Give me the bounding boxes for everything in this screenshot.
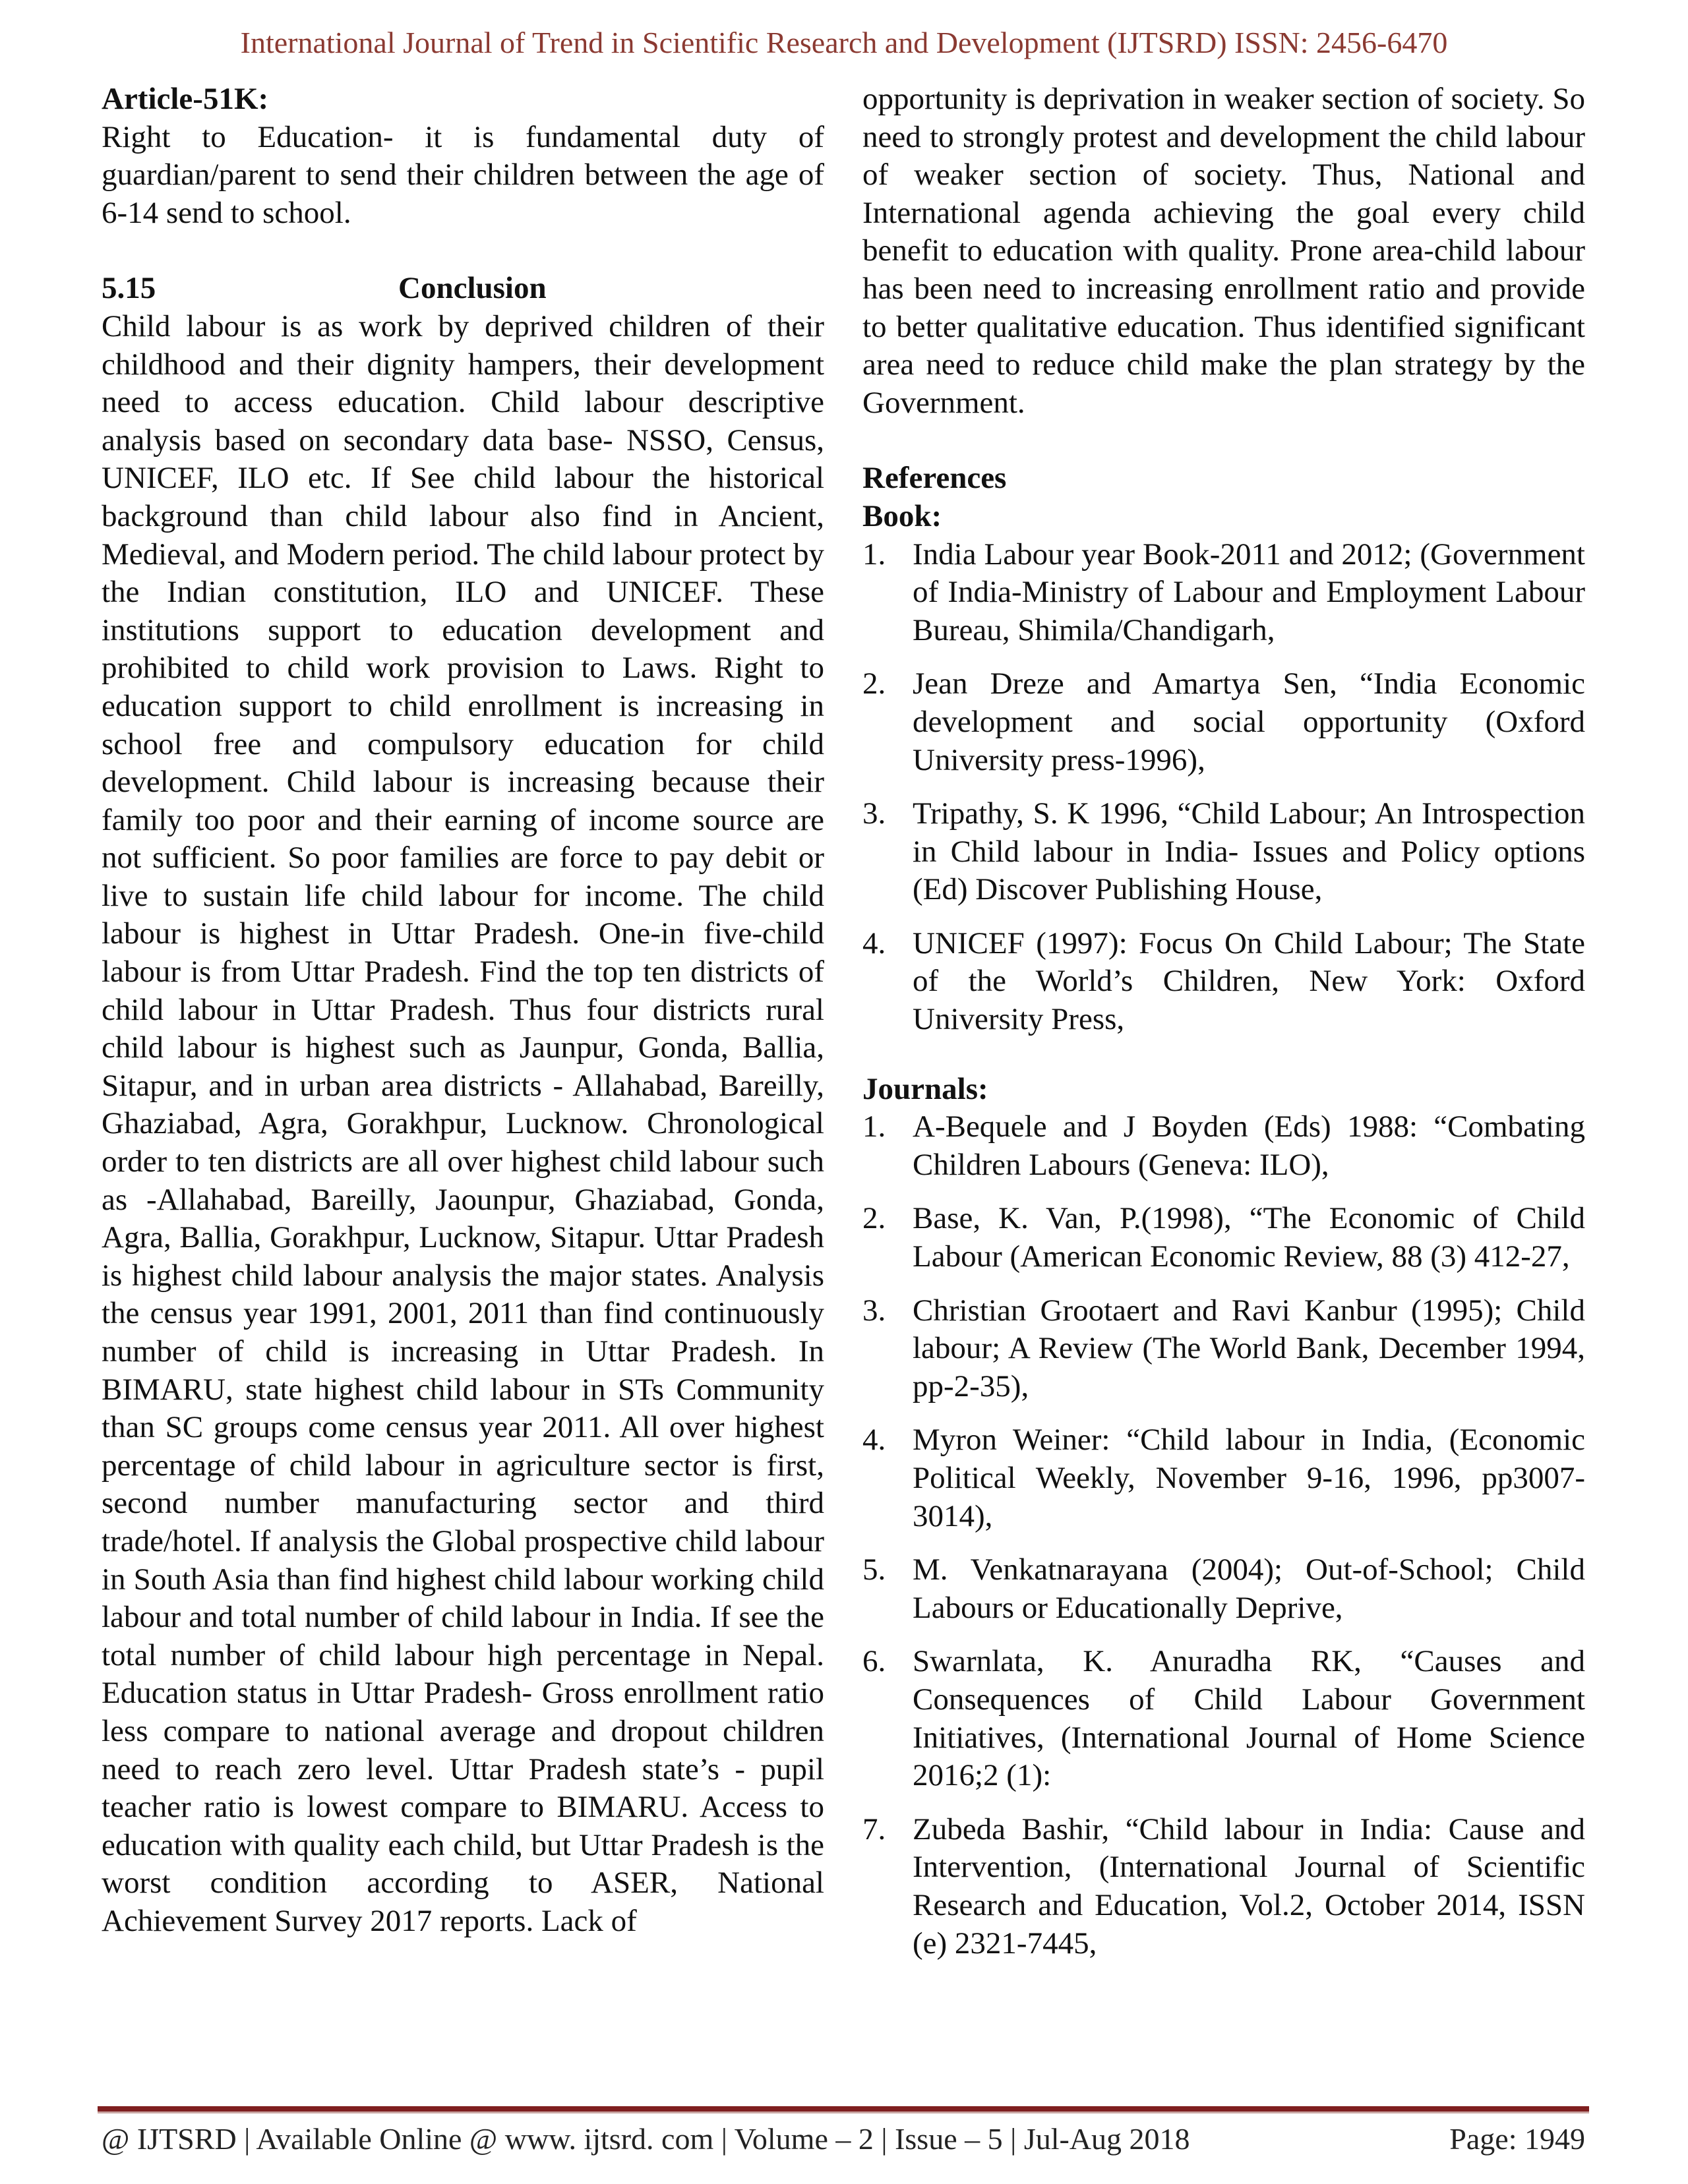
list-item — [862, 1200, 1585, 1276]
list-item — [862, 1551, 1585, 1627]
right-column — [862, 80, 1585, 1978]
ref-number: 1. — [862, 1109, 886, 1144]
list-item — [862, 536, 1585, 650]
list-item — [862, 925, 1585, 1039]
running-header: International Journal of Trend in Scientific Research and Development (IJTSRD) ISSN: 2456-6470 — [240, 26, 1448, 59]
ref-text: M. Venkatnarayana (2004); Out-of-School; Child Labours or Educationally Deprive, — [913, 1552, 1585, 1625]
ref-text: A-Bequele and J Boyden (Eds) 1988: “Combating Children Labours (Geneva: ILO), — [913, 1109, 1585, 1182]
ref-text: Swarnlata, K. Anuradha RK, “Causes and Consequences of Child Labour Government Initiatives, (International Journal of Home Science 2016;2 (1): — [913, 1644, 1585, 1793]
ref-number: 3. — [862, 796, 886, 831]
section-heading — [102, 270, 824, 308]
list-item — [862, 1643, 1585, 1794]
spacer — [862, 422, 1585, 459]
ref-number: 4. — [862, 1423, 886, 1458]
ref-text: Jean Dreze and Amartya Sen, “India Economic development and social opportunity (Oxford University press-1996), — [913, 666, 1585, 777]
ref-text: Myron Weiner: “Child labour in India, (Economic Political Weekly, November 9-16, 1996, pp3007-3014), — [913, 1423, 1585, 1533]
footer-info: @ IJTSRD | Available Online @ www. ijtsrd. com | Volume – 2 | Issue – 5 | Jul-Aug 2018 — [102, 2122, 1190, 2156]
section-title: Conclusion — [398, 271, 547, 306]
article-heading: Article-51K: — [102, 82, 269, 116]
list-item — [862, 1292, 1585, 1406]
section-number: 5.15 — [102, 271, 156, 306]
ref-number: 6. — [862, 1644, 886, 1679]
page-number: Page: 1949 — [1449, 2122, 1585, 2156]
page-footer — [102, 2121, 1585, 2156]
ref-number: 2. — [862, 666, 886, 701]
ref-number: 5. — [862, 1552, 886, 1587]
left-column — [102, 80, 824, 1941]
ref-text: Christian Grootaert and Ravi Kanbur (1995); Child labour; A Review (The World Bank, December 1994, pp-2-35), — [913, 1293, 1585, 1403]
book-list — [862, 536, 1585, 1039]
spacer — [862, 1055, 1585, 1071]
ref-text: UNICEF (1997): Focus On Child Labour; The State of the World’s Children, New York: Oxford University Press, — [913, 926, 1585, 1037]
list-item — [862, 665, 1585, 779]
book-heading: Book: — [862, 498, 942, 533]
ref-number: 3. — [862, 1293, 886, 1328]
ref-text: India Labour year Book-2011 and 2012; (Government of India-Ministry of Labour and Employment Labour Bureau, Shimila/Chandigarh, — [913, 537, 1585, 647]
references-heading: References — [862, 461, 1007, 496]
continued-paragraph: opportunity is deprivation in weaker section of society. So need to strongly protest and development the child labour of weaker section of society. Thus, National and International agenda achieving the goal every child benefit to education with quality. Prone area-child labour has been need to increasing enrollment ratio and provide to better qualitative education. Thus identified significant area need to reduce child make the plan strategy by the Government. — [862, 82, 1585, 420]
ref-number: 4. — [862, 926, 886, 960]
list-item — [862, 1108, 1585, 1184]
ref-text: Zubeda Bashir, “Child labour in India: Cause and Intervention, (International Journal of Scientific Research and Education, Vol.2, October 2014, ISSN (e) 2321-7445, — [913, 1812, 1585, 1961]
list-item — [862, 1811, 1585, 1963]
ref-number: 1. — [862, 537, 886, 572]
conclusion-paragraph: Child labour is as work by deprived children of their childhood and their dignity hampers, their development need to access education. Child labour descriptive analysis based on secondary data base- NSSO, Census, UNICEF, ILO etc. If See child labour the historical background than child labour also find in Ancient, Medieval, and Modern period. The child labour protect by the Indian constitution, ILO and UNICEF. These institutions support to education development and prohibited to child work provision to Laws. Right to education support to child enrollment is increasing in school free and compulsory education for child development. Child labour is increasing because their family too poor and their earning of income source are not sufficient. So poor families are force to pay debit or live to sustain life child labour for income. The child labour is highest in Uttar Pradesh. One-in five-child labour is from Uttar Pradesh. Find the top ten districts of child labour in Uttar Pradesh. Thus four districts rural child labour is highest such as Jaunpur, Gonda, Ballia, Sitapur, and in urban area districts - Allahabad, Bareilly, Ghaziabad, Agra, Gorakhpur, Lucknow. Chronological order to ten districts are all over highest child labour such as -Allahabad, Bareilly, Jaounpur, Ghaziabad, Gonda, Agra, Ballia, Gorakhpur, Lucknow, Sitapur. Uttar Pradesh is highest child labour analysis the major states. Analysis the census year 1991, 2001, 2011 than find continuously number of child is increasing in Uttar Pradesh. In BIMARU, state highest child labour in STs Community than SC groups come census year 2011. All over highest percentage of child labour in agriculture sector is first, second number manufacturing sector and third trade/hotel. If analysis the Global prospective child labour in South Asia than find highest child labour working child labour and total number of child labour in India. If see the total number of child labour high percentage in Nepal. Education status in Uttar Pradesh- Gross enrollment ratio less compare to national average and dropout children need to reach zero level. Uttar Pradesh state’s - pupil teacher ratio is lowest compare to BIMARU. Access to education with quality each child, but Uttar Pradesh is the worst condition according to ASER, National Achievement Survey 2017 reports. Lack of — [102, 309, 824, 1938]
ref-number: 7. — [862, 1812, 886, 1846]
ref-text: Tripathy, S. K 1996, “Child Labour; An Introspection in Child labour in India- Issues and Policy options (Ed) Discover Publishing House, — [913, 796, 1585, 907]
list-item — [862, 795, 1585, 909]
journals-heading: Journals: — [862, 1071, 988, 1106]
ref-text: Base, K. Van, P.(1998), “The Economic of Child Labour (American Economic Review, 88 (3) 412-27, — [913, 1201, 1585, 1274]
list-item — [862, 1421, 1585, 1535]
article-text: Right to Education- it is fundamental duty of guardian/parent to send their children between the age of 6-14 send to school. — [102, 119, 824, 230]
journal-list — [862, 1108, 1585, 1963]
footer-rule — [98, 2106, 1589, 2113]
ref-number: 2. — [862, 1201, 886, 1236]
spacer — [102, 232, 824, 270]
